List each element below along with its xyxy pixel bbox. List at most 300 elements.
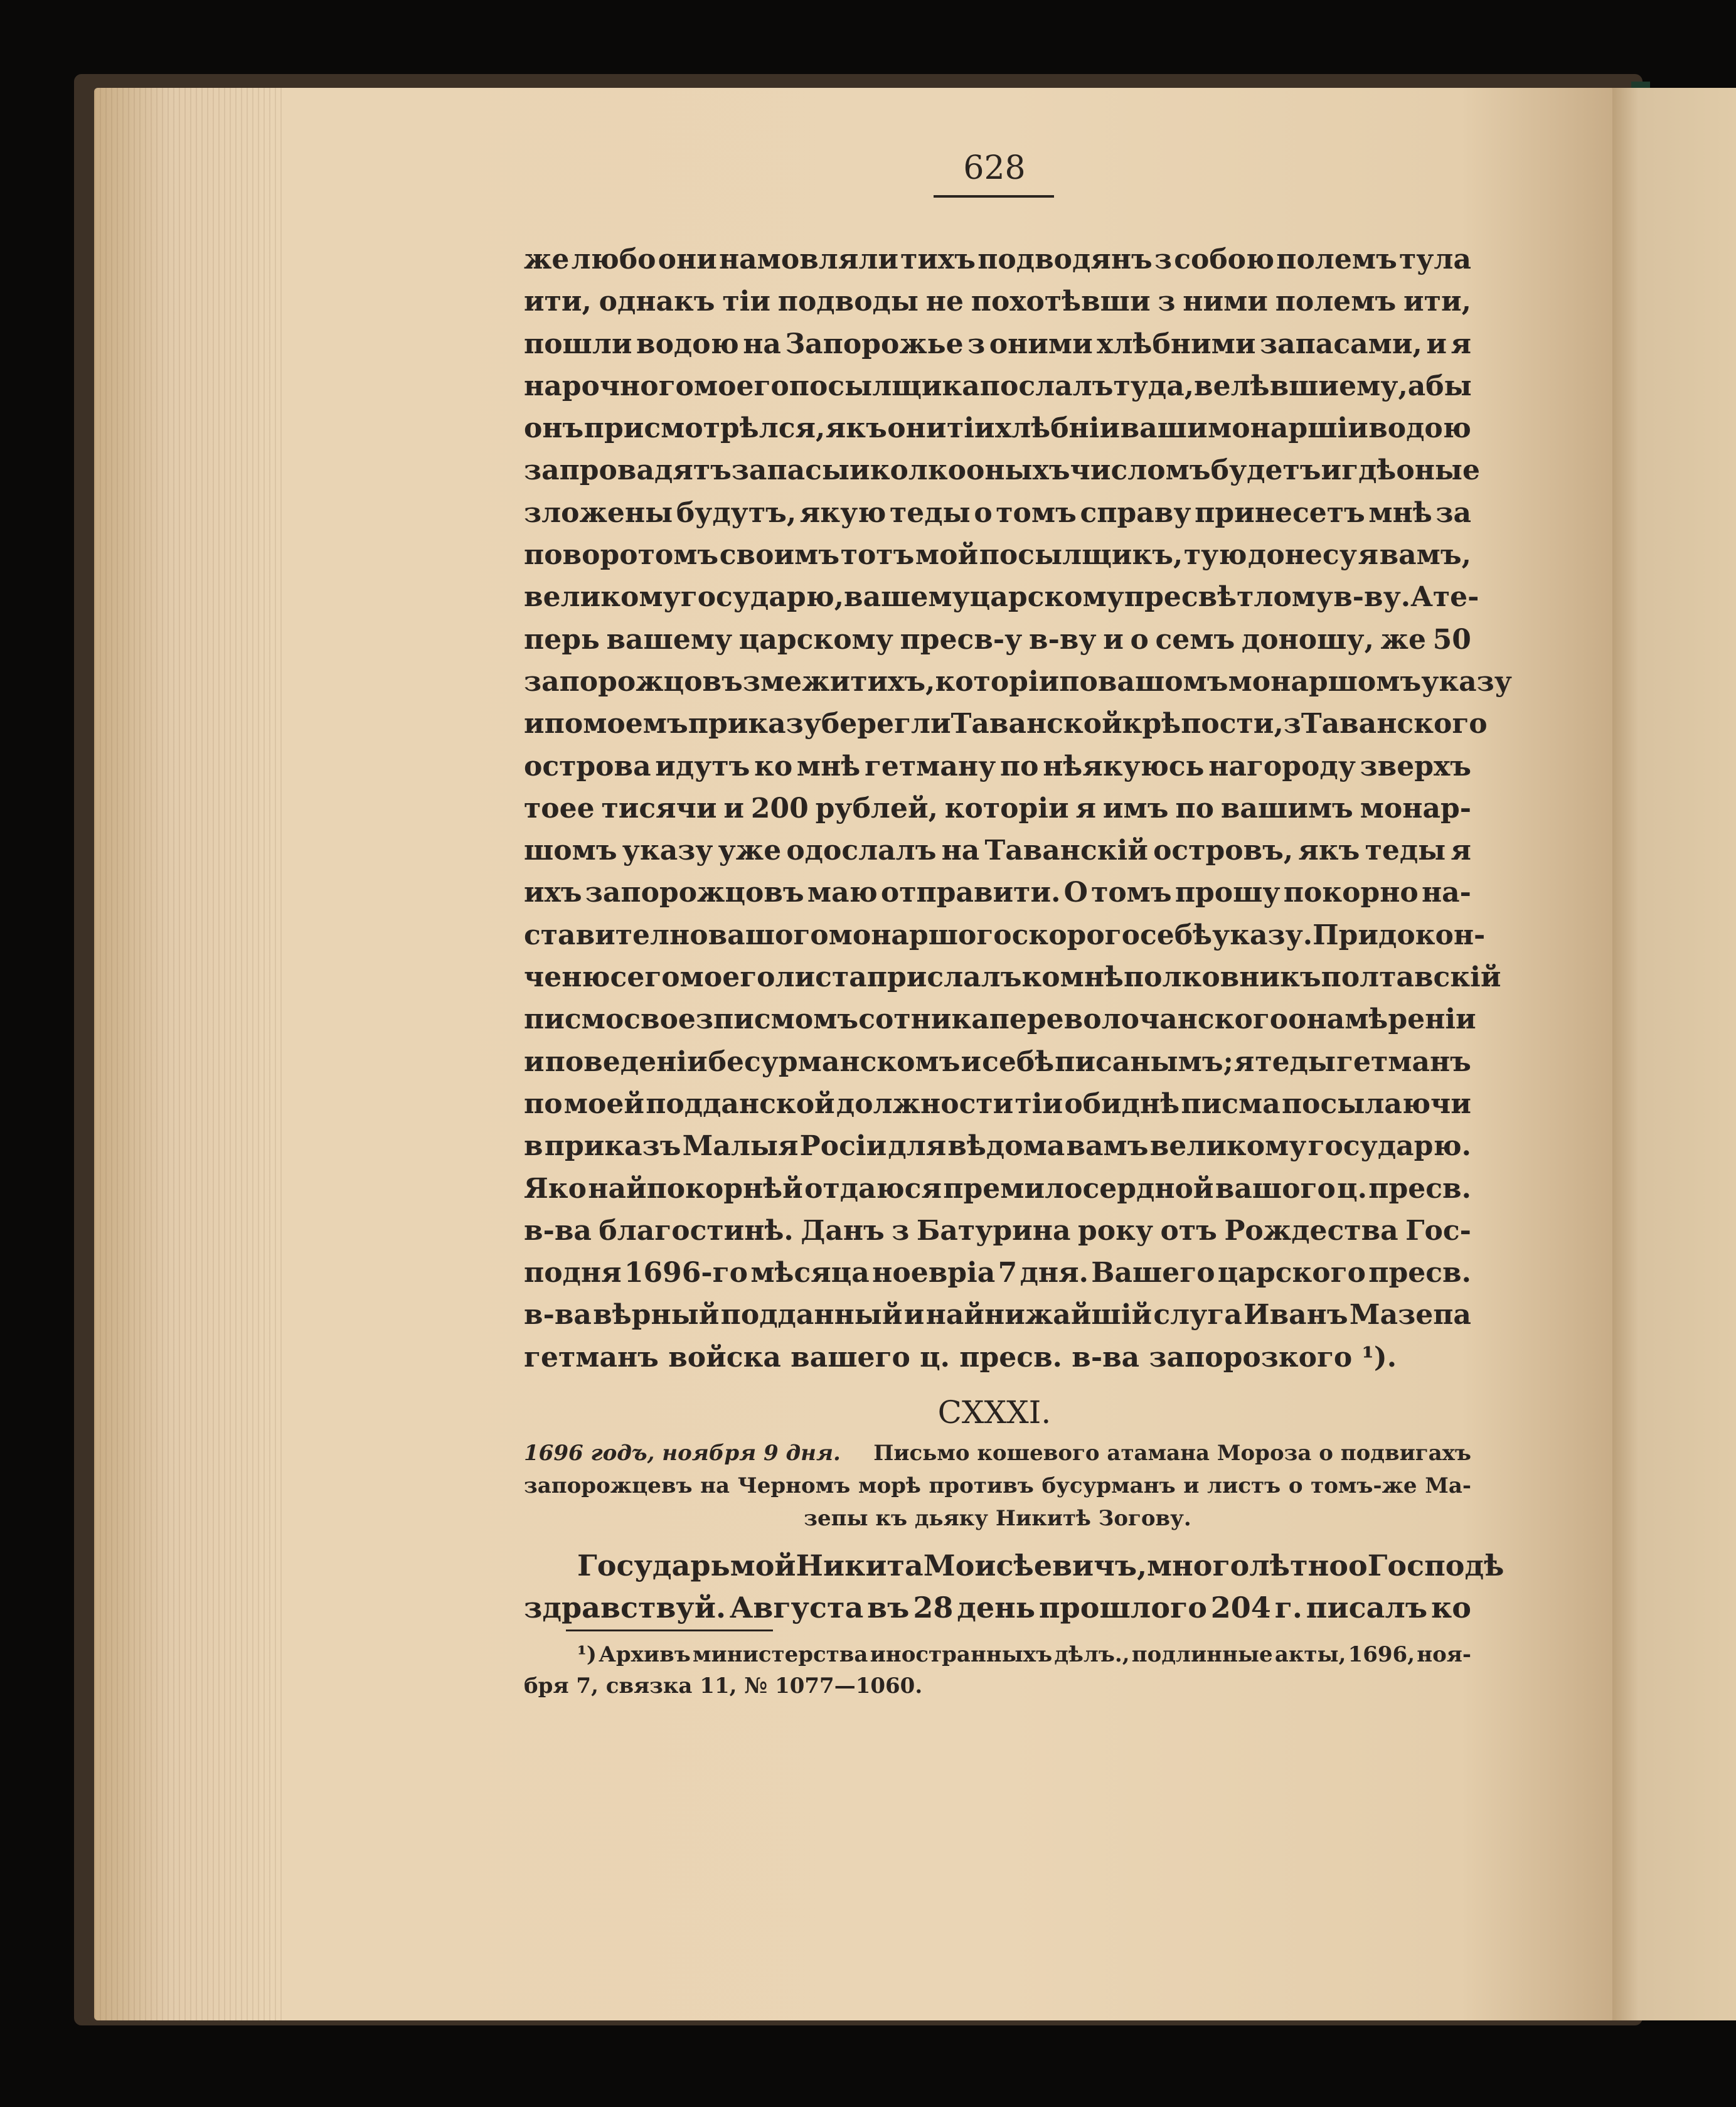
word: перь: [524, 623, 600, 656]
word: в-ва: [524, 1214, 592, 1247]
word: мой: [915, 539, 979, 572]
word: и: [524, 1045, 545, 1078]
word: Государь: [577, 1549, 730, 1582]
word: писалъ: [1306, 1591, 1428, 1624]
word: листъ: [1207, 1473, 1281, 1498]
word: справу: [1080, 496, 1191, 529]
page-stack-edges: [94, 88, 282, 2020]
word: ему,: [1339, 370, 1408, 402]
footnote-line: [524, 1639, 1471, 1670]
word: Рождества: [1224, 1214, 1398, 1247]
word: будетъ: [1210, 454, 1321, 487]
text-line: [524, 1294, 1471, 1336]
word: посылаючи: [1281, 1087, 1471, 1120]
word: монаршомъ: [1228, 665, 1422, 698]
word: и: [1103, 623, 1124, 656]
next-letter-text: [524, 1545, 1504, 1629]
word: Таванского: [1301, 708, 1488, 740]
word: 200: [750, 792, 809, 824]
word: в-ва: [524, 1299, 592, 1331]
word: донесу: [1248, 539, 1357, 572]
word: на-: [1421, 877, 1471, 909]
word: намѣренiи: [1306, 1003, 1476, 1036]
word: будутъ,: [676, 496, 797, 529]
word: колко: [870, 454, 966, 487]
word: вашого: [1215, 1172, 1336, 1205]
word: 28: [913, 1591, 954, 1624]
word: государю,: [680, 581, 844, 614]
text-line: [524, 1252, 1471, 1294]
word: пресв.: [1368, 1257, 1471, 1289]
word: по: [999, 750, 1039, 782]
word: о: [1130, 623, 1149, 656]
word: з: [892, 1214, 910, 1247]
word: обиднѣ: [1064, 1087, 1180, 1120]
word: похотѣвши: [971, 285, 1151, 318]
word: оные: [1396, 454, 1480, 487]
word: многолѣтно: [1147, 1549, 1348, 1582]
word: Таванскiй: [984, 835, 1148, 867]
word: вамъ,: [1379, 539, 1471, 572]
word: указу.: [1212, 919, 1313, 951]
text-line: [524, 619, 1471, 661]
word: ¹): [577, 1642, 597, 1667]
text-line: гетманъ войска вашего ц. пресв. в-ва запорозкого ¹).: [524, 1341, 1397, 1374]
word: сотника: [858, 1003, 989, 1036]
word: не: [925, 285, 964, 318]
word: прошу: [1174, 877, 1281, 909]
word: запорожцовъ: [524, 665, 743, 698]
word: день: [957, 1591, 1036, 1624]
word: вамъ: [1066, 1130, 1149, 1163]
word: томъ: [1091, 877, 1172, 909]
word: нѣякуюсь: [1043, 750, 1205, 782]
word: я: [1233, 1045, 1255, 1078]
word: покорно: [1283, 877, 1419, 909]
word: ц.: [1337, 1172, 1367, 1205]
word: которiи: [935, 665, 1060, 698]
word: велѣвши: [1194, 370, 1339, 402]
word: себѣ: [982, 1045, 1055, 1078]
word: Батурина: [916, 1214, 1071, 1247]
text-line: [524, 280, 1471, 323]
word: я: [1451, 835, 1471, 867]
word: теды: [1255, 1045, 1336, 1078]
word: благостинѣ.: [599, 1214, 794, 1247]
word: приказъ: [544, 1130, 681, 1163]
word: и: [1321, 454, 1342, 487]
word: идутъ: [655, 750, 750, 782]
text-line: [524, 1168, 1471, 1210]
word: и: [1183, 1473, 1200, 1498]
word: хлѣбними: [1097, 328, 1256, 360]
word: вашему: [844, 581, 970, 614]
word: з: [1158, 285, 1176, 318]
word: А: [1410, 581, 1433, 614]
word: оними: [989, 328, 1093, 360]
summary-line: [524, 1437, 1471, 1470]
word: указу: [1421, 665, 1512, 698]
word: о: [1288, 1003, 1307, 1036]
word: крѣпости,: [1122, 708, 1284, 740]
word: указу: [622, 835, 713, 867]
word: маю: [807, 877, 878, 909]
word: по: [1175, 792, 1214, 824]
word: себѣ: [1139, 919, 1213, 951]
word: сего: [610, 961, 680, 994]
word: по: [524, 1087, 563, 1120]
word: тiи: [722, 285, 770, 318]
facing-page-edge: [1606, 88, 1736, 2020]
word: подводы: [777, 285, 919, 318]
word: же: [524, 243, 570, 275]
word: и: [849, 454, 870, 487]
word: и: [723, 792, 745, 824]
word: бусурманъ: [1041, 1473, 1176, 1498]
word: по: [544, 708, 583, 740]
text-line: [524, 323, 1471, 365]
word: министерства: [692, 1642, 868, 1667]
word: в: [524, 1130, 543, 1163]
word: доношу,: [1241, 623, 1374, 656]
word: з: [695, 1003, 714, 1036]
word: зложены: [524, 496, 673, 529]
word: прошлого: [1038, 1591, 1207, 1624]
word: тисячи: [601, 792, 717, 824]
word: полемъ: [1276, 243, 1397, 275]
word: здравствуй.: [524, 1591, 726, 1624]
word: якъ: [1298, 835, 1360, 867]
word: запорожцевъ: [524, 1473, 693, 1498]
word: ноя-: [1417, 1642, 1471, 1667]
word: ити,: [1403, 285, 1471, 318]
word: Никита: [796, 1549, 924, 1582]
word: о: [1348, 1549, 1368, 1582]
word: должности: [836, 1087, 1014, 1120]
word: тихъ: [900, 243, 976, 275]
word: писмомъ: [713, 1003, 859, 1036]
word: одослалъ: [786, 835, 937, 867]
word: на: [700, 1473, 730, 1498]
word: за: [1435, 496, 1471, 529]
word: Ма-: [1425, 1473, 1471, 1498]
word: Данъ: [801, 1214, 885, 1247]
word: якую: [799, 496, 887, 529]
footnote: [524, 1639, 1471, 1702]
text-line: [524, 998, 1476, 1040]
word: О: [1063, 877, 1088, 909]
text-line: [524, 1041, 1471, 1083]
word: которiи: [944, 792, 1069, 824]
word: берегли: [821, 708, 951, 740]
text-line: [524, 449, 1480, 491]
word: принесетъ: [1195, 496, 1365, 529]
word: Малыя: [682, 1130, 799, 1163]
document-summary: [524, 1437, 1471, 1535]
word: моемъ: [583, 708, 688, 740]
text-line: [524, 703, 1488, 745]
word: моего: [679, 961, 775, 994]
text-line: [524, 492, 1471, 534]
word: бесурманскомъ: [708, 1045, 961, 1078]
text-line: [524, 829, 1471, 872]
word: отъ: [1160, 1214, 1217, 1247]
text-line: [524, 1125, 1471, 1167]
word: тотъ: [840, 539, 915, 572]
word: пресвѣтлому: [1124, 581, 1334, 614]
word: мнѣ: [796, 750, 861, 782]
word: послалъ: [979, 370, 1114, 402]
text-line: [524, 365, 1471, 407]
word: гдѣ: [1341, 454, 1397, 487]
word: ноеврiа: [872, 1257, 996, 1289]
word: подданный: [720, 1299, 903, 1331]
word: запасы: [731, 454, 850, 487]
word: однакъ: [599, 285, 715, 318]
word: тiи: [1014, 1087, 1063, 1120]
word: нагороду: [1208, 750, 1356, 782]
word: гетману: [864, 750, 996, 782]
word: Архивъ: [599, 1642, 691, 1667]
word: дня.: [1020, 1257, 1089, 1289]
word: подводянъ: [977, 243, 1153, 275]
word: въ: [867, 1591, 910, 1624]
word: тихъ,: [850, 665, 935, 698]
page-number: 628: [963, 149, 1026, 187]
word: акты,: [1274, 1642, 1346, 1667]
word: имъ: [1102, 792, 1169, 824]
word: вашимъ: [1220, 792, 1353, 824]
word: моей: [563, 1087, 644, 1120]
word: в-ву: [1029, 623, 1097, 656]
word: подданской: [646, 1087, 835, 1120]
word: я: [1358, 539, 1378, 572]
text-line: [524, 745, 1471, 787]
word: гетманъ: [1336, 1045, 1471, 1078]
word: в-ву.: [1333, 581, 1411, 614]
word: о: [974, 496, 993, 529]
word: Иванъ: [1243, 1299, 1348, 1331]
text-line: [524, 238, 1471, 280]
word: монаршого: [828, 919, 1012, 951]
word: теды: [1365, 835, 1446, 867]
word: тоее: [524, 792, 595, 824]
word: пресв-у: [900, 623, 1023, 656]
word: теды: [889, 496, 971, 529]
text-line: [524, 1210, 1471, 1252]
word: з: [967, 328, 986, 360]
text-line: [524, 661, 1512, 703]
word: водою: [1368, 412, 1471, 445]
text-line: [524, 956, 1501, 998]
word: листа: [775, 961, 867, 994]
word: государю.: [1307, 1130, 1471, 1163]
word: полемъ: [1275, 285, 1397, 318]
word: тула: [1399, 243, 1471, 275]
word: запровадятъ: [524, 454, 732, 487]
word: переволочанского: [989, 1003, 1289, 1036]
word: любо: [571, 243, 656, 275]
word: хлѣбнiи: [995, 412, 1121, 445]
word: тую: [1183, 539, 1247, 572]
word: для: [888, 1130, 947, 1163]
text-line: [524, 914, 1486, 956]
word: о: [1288, 1473, 1303, 1498]
summary-line: [524, 1470, 1471, 1502]
word: 50: [1432, 623, 1471, 656]
word: Черномъ: [737, 1473, 851, 1498]
word: и: [961, 1045, 982, 1078]
word: вашого: [708, 919, 829, 951]
word: найпокорнѣй: [588, 1172, 803, 1205]
word: скорого: [1011, 919, 1140, 951]
word: з: [1283, 708, 1301, 740]
word: пресв.: [1368, 1172, 1471, 1205]
page-number-underline: [934, 195, 1054, 198]
word: мѣсяца: [750, 1257, 870, 1289]
word: поведенiи: [545, 1045, 708, 1078]
word: подлинные: [1131, 1642, 1273, 1667]
word: по: [1059, 665, 1098, 698]
word: запасами,: [1260, 328, 1422, 360]
word: Господѣ: [1367, 1549, 1504, 1582]
word: острова: [524, 750, 651, 782]
word: вашему: [606, 623, 733, 656]
word: томъ: [996, 496, 1077, 529]
word: отдаюся: [804, 1172, 942, 1205]
word: ставително: [524, 919, 708, 951]
word: При: [1313, 919, 1379, 951]
word: нарочного: [524, 370, 694, 402]
word: 7: [998, 1257, 1018, 1289]
document-date: 1696 годъ, ноября 9 дня.: [524, 1441, 841, 1466]
word: прислалъ: [866, 961, 1022, 994]
word: иностранныхъ: [870, 1642, 1053, 1667]
word: вашомъ: [1097, 665, 1228, 698]
word: они: [887, 412, 947, 445]
word: вѣрный: [593, 1299, 720, 1331]
word: з: [1154, 243, 1173, 275]
word: царского: [1217, 1257, 1366, 1289]
word: посылщика: [789, 370, 980, 402]
word: слуга: [1153, 1299, 1242, 1331]
word: мнѣ: [1368, 496, 1432, 529]
word: Мазепа: [1349, 1299, 1471, 1331]
text-line: [524, 787, 1471, 829]
word: водою: [636, 328, 739, 360]
word: свое: [624, 1003, 696, 1036]
text-line: [524, 576, 1479, 618]
word: дѣлъ.,: [1054, 1642, 1130, 1667]
word: тiи: [946, 412, 995, 445]
word: 1696-го: [624, 1257, 748, 1289]
word: своимъ: [719, 539, 840, 572]
word: писанымъ;: [1055, 1045, 1233, 1078]
word: вѣдома: [947, 1130, 1065, 1163]
word: же: [1380, 623, 1426, 656]
word: и: [903, 1299, 925, 1331]
word: противъ: [929, 1473, 1034, 1498]
word: ко: [1431, 1591, 1471, 1624]
section-heading: CXXXI.: [937, 1394, 1052, 1431]
word: шомъ: [524, 835, 617, 867]
word: премилосердной: [943, 1172, 1214, 1205]
word: уже: [718, 835, 782, 867]
word: полтавскiй: [1321, 961, 1501, 994]
word: писмо: [524, 1003, 624, 1036]
word: приказу: [688, 708, 821, 740]
word: запорожцовъ: [585, 877, 804, 909]
text-line: [524, 1545, 1504, 1587]
footnote-separator: [566, 1630, 773, 1631]
word: ченю: [524, 961, 610, 994]
word: Августа: [729, 1591, 864, 1624]
word: подня: [524, 1257, 622, 1289]
word: ними: [1183, 285, 1268, 318]
text-line: [524, 407, 1471, 449]
word: моего: [693, 370, 789, 402]
word: Яко: [524, 1172, 587, 1205]
word: ко: [754, 750, 793, 782]
word: поворотомъ: [524, 539, 719, 572]
word: онъ: [524, 412, 584, 445]
word: присмотрѣлся,: [583, 412, 826, 445]
word: пошли: [524, 328, 632, 360]
word: я: [1075, 792, 1097, 824]
word: я: [1451, 328, 1471, 360]
word: царскому: [738, 623, 893, 656]
word: ити,: [524, 285, 592, 318]
word: Гос-: [1405, 1214, 1471, 1247]
word: найнижайшiй: [925, 1299, 1153, 1331]
footnote-line: бря 7, связка 11, № 1077—1060.: [524, 1673, 923, 1699]
word: полковникъ: [1123, 961, 1321, 994]
word: и: [1426, 328, 1447, 360]
word: на: [743, 328, 781, 360]
word: 1696,: [1348, 1642, 1415, 1667]
summary-text: Письмо кошевого атамана Мороза о подвигахъ: [873, 1441, 1471, 1466]
word: Таванской: [951, 708, 1122, 740]
word: рублей,: [815, 792, 938, 824]
word: числомъ: [1070, 454, 1211, 487]
letter-body-text: [524, 238, 1512, 1379]
word: монаршiи: [1208, 412, 1368, 445]
word: морѣ: [858, 1473, 921, 1498]
summary-line: зепы къ дьяку Никитѣ Зогову.: [804, 1506, 1191, 1531]
text-line: [524, 872, 1471, 914]
word: монар-: [1360, 792, 1471, 824]
word: Запорожье: [785, 328, 964, 360]
word: г.: [1274, 1591, 1302, 1624]
word: абы: [1407, 370, 1472, 402]
word: посылщикъ,: [979, 539, 1183, 572]
word: 204: [1210, 1591, 1271, 1624]
word: ихъ: [524, 877, 582, 909]
word: собою: [1174, 243, 1275, 275]
word: докон-: [1378, 919, 1486, 951]
word: Моисѣевичъ,: [923, 1549, 1148, 1582]
text-line: [524, 1587, 1471, 1629]
word: мой: [730, 1549, 796, 1582]
word: отправити.: [880, 877, 1061, 909]
word: якъ: [825, 412, 887, 445]
word: царскому: [969, 581, 1124, 614]
word: Росiи: [799, 1130, 887, 1163]
word: туда,: [1113, 370, 1195, 402]
word: томъ-же: [1311, 1473, 1417, 1498]
word: островъ,: [1153, 835, 1294, 867]
word: великому: [1149, 1130, 1307, 1163]
